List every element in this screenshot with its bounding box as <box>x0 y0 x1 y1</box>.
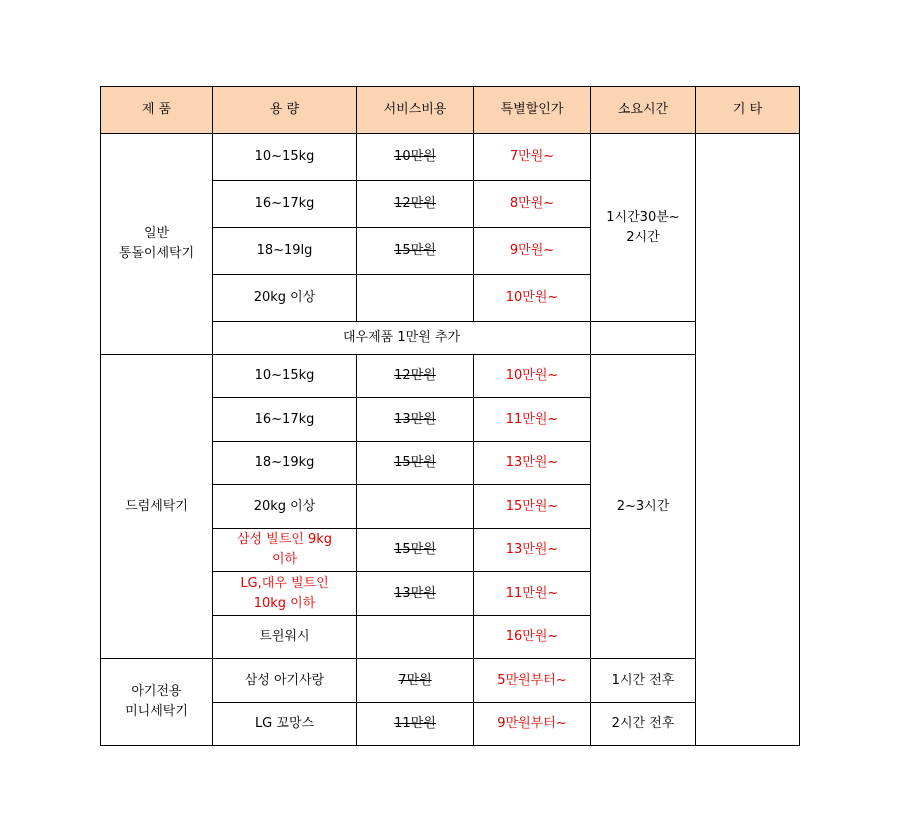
service-cost-cell: 12만원 <box>357 355 474 398</box>
discount-cell: 7만원~ <box>474 134 591 181</box>
service-cost-cell: 15만원 <box>357 529 474 572</box>
service-cost-cell: 10만원 <box>357 134 474 181</box>
capacity-cell: 10~15kg <box>213 355 357 398</box>
service-cost-cell: 13만원 <box>357 398 474 442</box>
discount-cell: 5만원부터~ <box>474 659 591 703</box>
discount-cell: 15만원~ <box>474 485 591 529</box>
table-row <box>101 134 800 181</box>
discount-cell: 13만원~ <box>474 529 591 572</box>
duration-cell: 2시간 전후 <box>591 703 696 746</box>
header-duration: 소요시간 <box>591 87 696 134</box>
discount-cell: 13만원~ <box>474 442 591 485</box>
duration-cell: 1시간 전후 <box>591 659 696 703</box>
discount-cell: 16만원~ <box>474 616 591 659</box>
header-special-price: 특별할인가 <box>474 87 591 134</box>
daewoo-surcharge-note: 대우제품 1만원 추가 <box>213 322 591 355</box>
header-etc: 기 타 <box>696 87 800 134</box>
header-service-cost: 서비스비용 <box>357 87 474 134</box>
discount-cell: 11만원~ <box>474 398 591 442</box>
duration-general: 1시간30분~ 2시간 <box>591 134 696 322</box>
empty-cell <box>591 322 696 355</box>
capacity-cell: 16~17kg <box>213 398 357 442</box>
table-row <box>101 659 800 703</box>
category-mini: 아기전용 미니세탁기 <box>101 659 213 746</box>
capacity-cell: 트윈워시 <box>213 616 357 659</box>
header-row <box>101 87 800 134</box>
service-cost-cell: 13만원 <box>357 572 474 616</box>
category-drum: 드럼세탁기 <box>101 355 213 659</box>
header-product: 제 품 <box>101 87 213 134</box>
discount-cell: 11만원~ <box>474 572 591 616</box>
discount-cell: 10만원~ <box>474 355 591 398</box>
capacity-cell: 16~17kg <box>213 181 357 228</box>
service-cost-cell <box>357 485 474 529</box>
capacity-cell: 삼성 아기사랑 <box>213 659 357 703</box>
capacity-cell: 18~19kg <box>213 442 357 485</box>
service-cost-cell: 15만원 <box>357 228 474 275</box>
capacity-cell: 20kg 이상 <box>213 485 357 529</box>
capacity-cell: 20kg 이상 <box>213 275 357 322</box>
service-cost-cell: 11만원 <box>357 703 474 746</box>
table-row <box>101 355 800 398</box>
category-general: 일반 통돌이세탁기 <box>101 134 213 355</box>
service-cost-cell <box>357 616 474 659</box>
capacity-cell: 18~19lg <box>213 228 357 275</box>
header-capacity: 용 량 <box>213 87 357 134</box>
discount-cell: 10만원~ <box>474 275 591 322</box>
discount-cell: 9만원~ <box>474 228 591 275</box>
service-cost-cell: 15만원 <box>357 442 474 485</box>
duration-drum: 2~3시간 <box>591 355 696 659</box>
capacity-cell-lg-daewoo-builtin: LG,대우 빌트인 10kg 이하 <box>213 572 357 616</box>
service-cost-cell: 12만원 <box>357 181 474 228</box>
etc-cell <box>696 134 800 746</box>
price-table <box>100 86 800 746</box>
discount-cell: 9만원부터~ <box>474 703 591 746</box>
capacity-cell: 10~15kg <box>213 134 357 181</box>
capacity-cell: LG 꼬망스 <box>213 703 357 746</box>
service-cost-cell <box>357 275 474 322</box>
capacity-cell-samsung-builtin: 삼성 빌트인 9kg 이하 <box>213 529 357 572</box>
service-cost-cell: 7만원 <box>357 659 474 703</box>
discount-cell: 8만원~ <box>474 181 591 228</box>
